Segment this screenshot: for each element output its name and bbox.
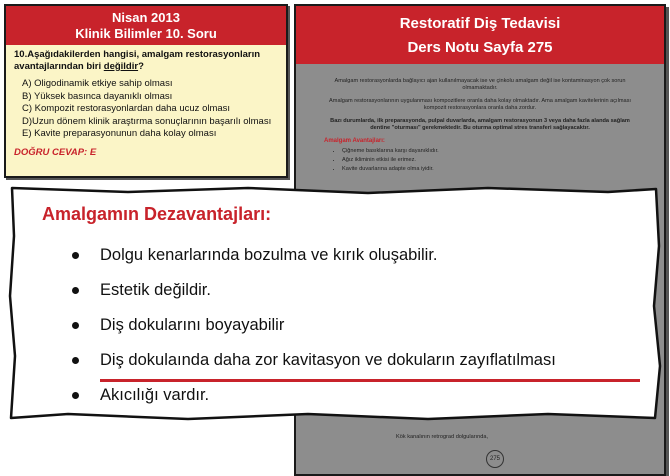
callout-item-text: Diş dokulaında daha zor kavitasyon ve dokuların zayıflatılması [100, 351, 556, 369]
callout-list-item [72, 244, 556, 279]
callout-item-text: Akıcılığı vardır. [100, 386, 210, 404]
textbook-bottom-line: Kök kanalının retrograd dolgularında, [396, 434, 489, 440]
textbook-page-number: 275 [486, 450, 504, 468]
exam-date: Nisan 2013 [112, 10, 180, 25]
exam-question-emphasis: değildir [103, 60, 139, 72]
highlight-underline [100, 379, 640, 382]
exam-question [14, 49, 278, 72]
callout-list-item [72, 314, 556, 349]
textbook-title: Restoratif Diş Tedavisi [399, 15, 561, 32]
bullet-dot-icon [72, 392, 79, 399]
exam-option-b: B) Yüksek basınca dayanıklı olması [22, 90, 173, 102]
textbook-bullet: • Çiğneme basıklarına karşı dayanıklıdır. [342, 148, 636, 155]
exam-option-c: C) Kompozit restorasyonlardan daha ucuz olması [22, 103, 231, 114]
exam-question-card [4, 4, 288, 178]
textbook-bullet: • Ağız ikliminin etkisi ile erimez. [342, 157, 636, 164]
textbook-paragraph: Bazı durumlarda, ilk preparasyonda, pulpal duvarlarda, amalgam restorasyonun 3 veya daha fazla alanda sağlam dentine "oturması" gerekmektedir. Bu oturma optimal stres transferi sağlayacaktır. [330, 117, 630, 131]
textbook-bullet: • Kavite duvarlarına adapte olma iyidir. [342, 166, 636, 173]
callout-item-text: Estetik değildir. [100, 281, 211, 299]
callout-list [72, 244, 556, 419]
callout-list-item [72, 279, 556, 314]
textbook-subheading: Amalgam Avantajları: [324, 137, 385, 144]
exam-options [14, 78, 278, 140]
bullet-dot-icon [72, 287, 79, 294]
exam-question-mark: ? [138, 60, 144, 72]
exam-option-d: D)Uzun dönem klinik araştırma sonuçlarının başarılı olması [22, 115, 272, 127]
exam-question-text: 10.Aşağıdakilerden hangisi, amalgam restorasyonların avantajlarından biri [14, 49, 261, 72]
callout-item-text: Diş dokularını boyayabilir [100, 316, 285, 334]
callout-list-item [72, 384, 556, 419]
textbook-bullet-list [324, 148, 636, 173]
exam-subtitle: Klinik Bilimler 10. Soru [75, 26, 217, 41]
textbook-paragraph: Amalgam restorasyonlarda bağlayıcı ajan kullanılmayacak ise ve çinkolu amalgam değil ise kontaminasyon çok sorun olmamaktadır. [334, 77, 626, 91]
exam-header [6, 6, 286, 45]
textbook-body [296, 64, 664, 183]
bullet-dot-icon [72, 322, 79, 329]
exam-option-e: E) Kavite preparasyonunun daha kolay olması [22, 128, 217, 139]
textbook-header [296, 6, 664, 64]
callout-item-text: Dolgu kenarlarında bozulma ve kırık oluşabilir. [100, 246, 438, 264]
exam-correct-answer: DOĞRU CEVAP: E [14, 146, 97, 158]
callout-title: Amalgamın Dezavantajları: [42, 204, 272, 224]
textbook-paragraph: Amalgam restorasyonlarının uygulanması kompozitlere oranla daha kolay olmaktadır. Ama amalgam kavitelerinin açılması kompozit restorasyonlara oranla daha zordur. [329, 97, 631, 111]
disadvantages-callout [8, 186, 662, 422]
textbook-page-ref: Ders Notu Sayfa 275 [407, 39, 553, 56]
exam-option-a: A) Oligodinamik etkiye sahip olması [22, 78, 173, 89]
bullet-dot-icon [72, 357, 79, 364]
bullet-dot-icon [72, 252, 79, 259]
exam-body [6, 45, 286, 162]
